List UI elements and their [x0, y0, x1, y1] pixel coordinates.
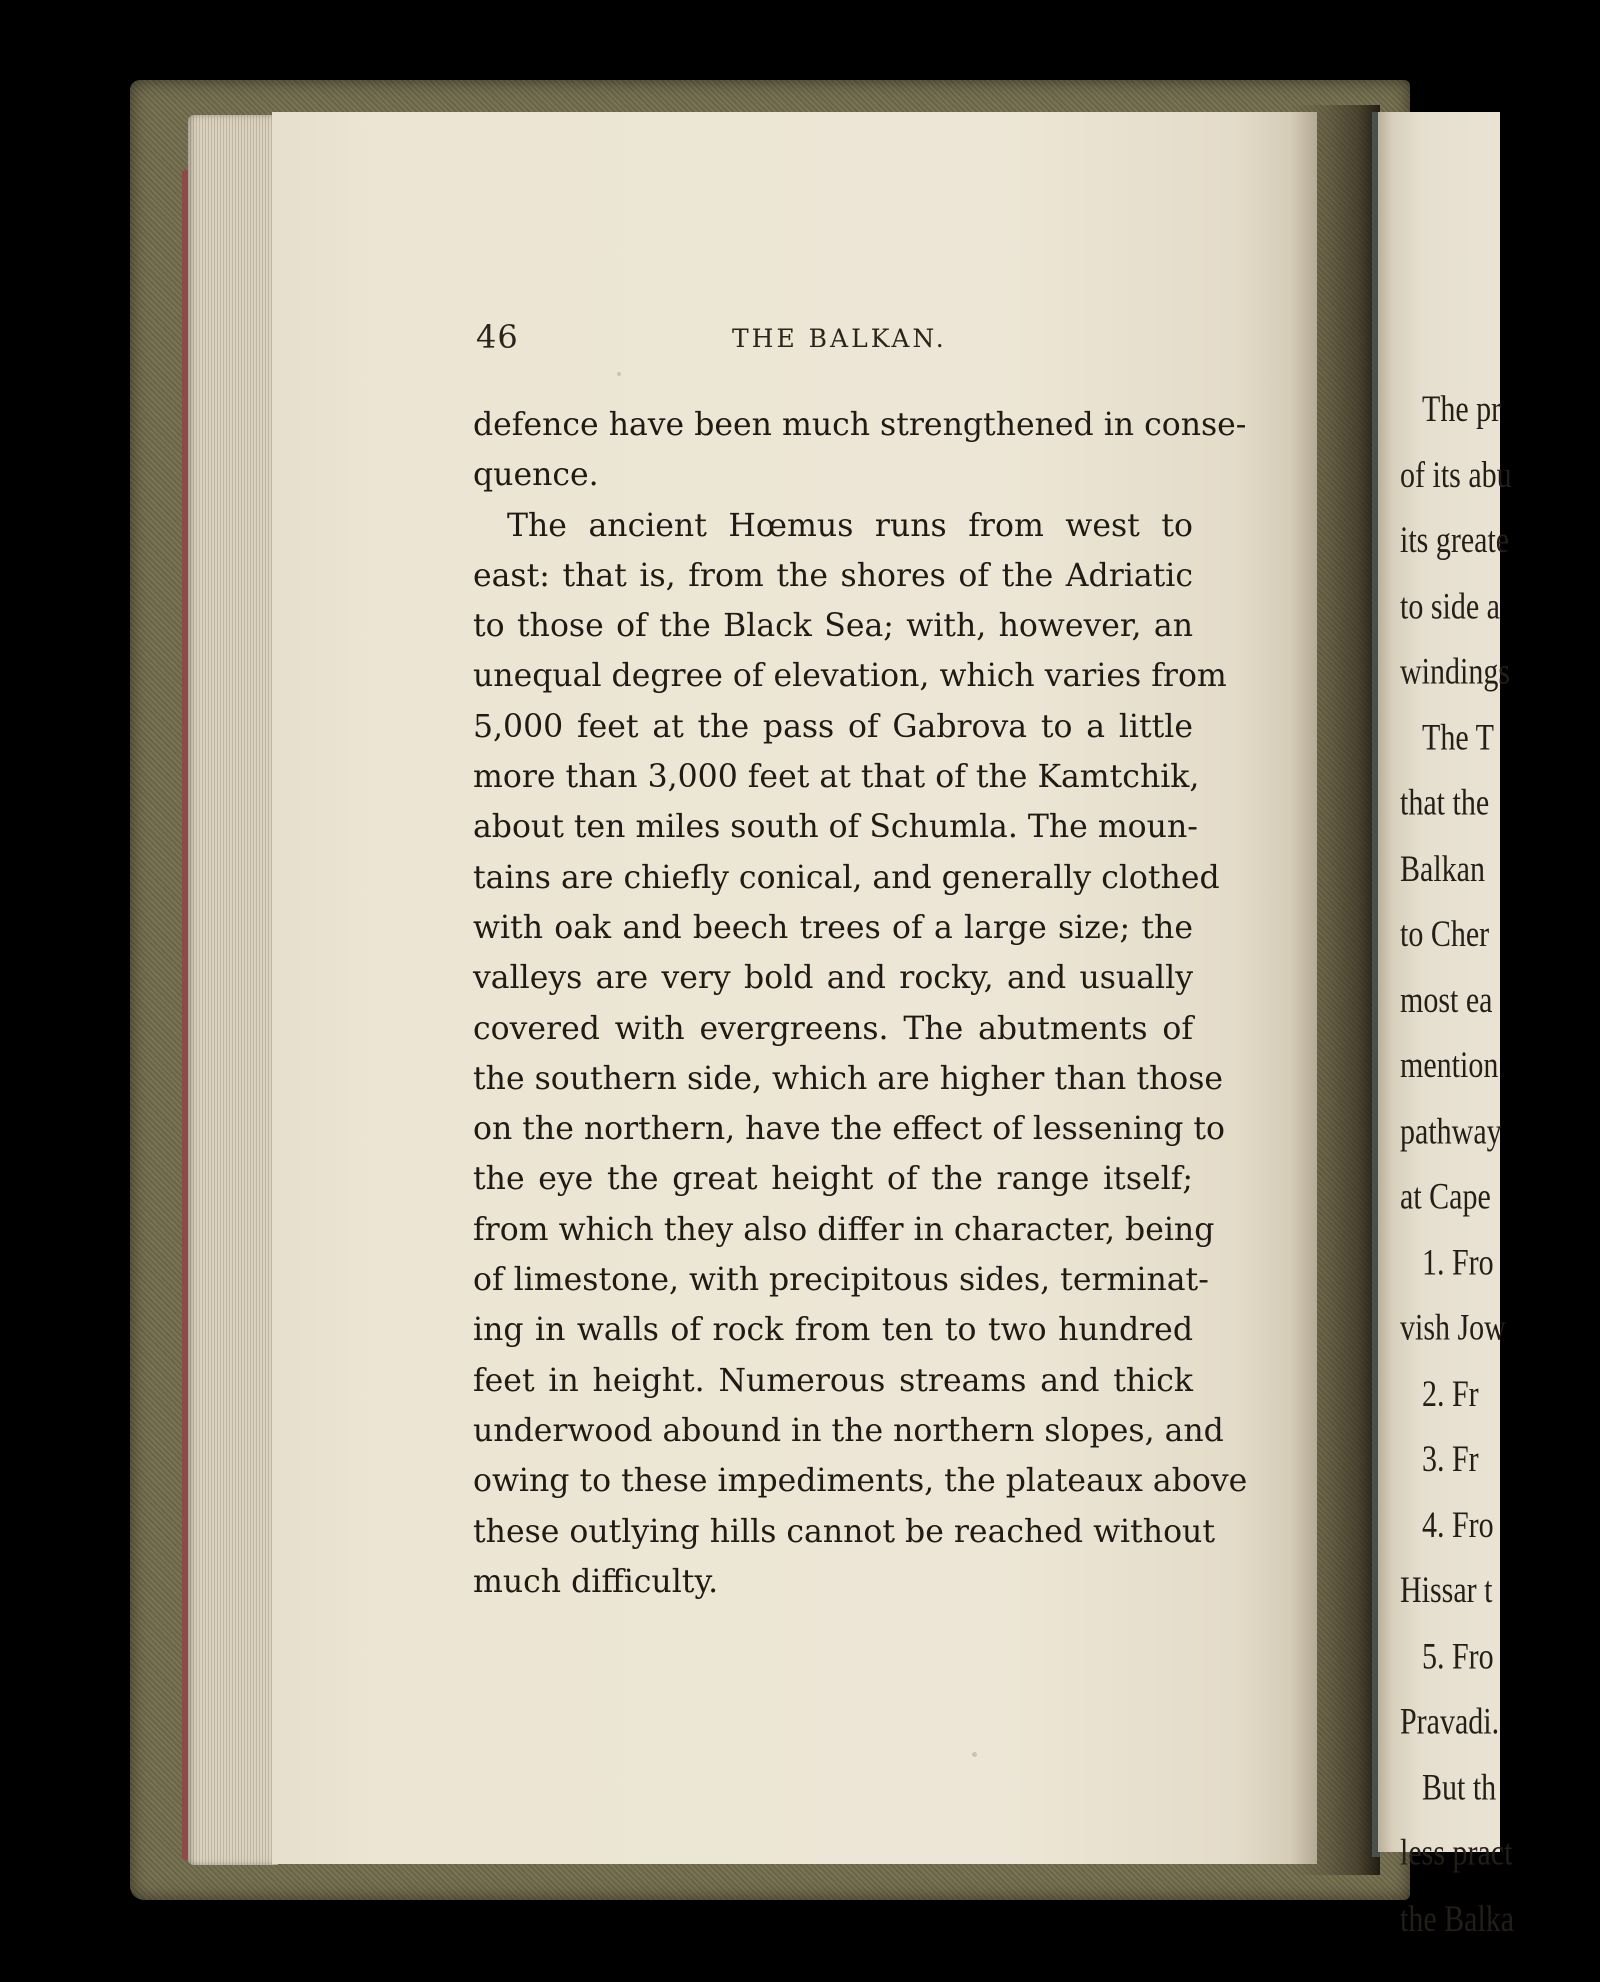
- text-line: valleys are very bold and rocky, and usually: [473, 960, 1193, 997]
- text-line: 5,000 feet at the pass of Gabrova to a little: [473, 708, 1193, 745]
- right-page-text: [1400, 377, 1600, 1952]
- text-line: unequal degree of elevation, which varies from: [473, 658, 1227, 695]
- running-head: THE BALKAN.: [732, 324, 947, 353]
- paper-speck: [617, 372, 621, 376]
- facing-text-line: The pr: [1422, 388, 1502, 430]
- right-page: [1378, 112, 1515, 1939]
- facing-text-line: Pravadi.: [1400, 1700, 1500, 1742]
- facing-text-line: the Balka: [1400, 1897, 1515, 1939]
- facing-text-line: 5. Fro: [1422, 1635, 1494, 1677]
- text-line: with oak and beech trees of a large size; the: [473, 909, 1193, 946]
- text-line: quence.: [473, 457, 599, 494]
- text-line: covered with evergreens. The abutments of: [473, 1010, 1193, 1047]
- facing-text-line: The T: [1422, 716, 1494, 758]
- text-line: much difficulty.: [473, 1563, 719, 1600]
- facing-text-line: Balkan: [1400, 847, 1485, 889]
- body-text: [473, 400, 1248, 1607]
- text-line: about ten miles south of Schumla. The moun-: [473, 809, 1198, 846]
- text-line: tains are chiefly conical, and generally clothed: [473, 859, 1220, 896]
- page-number: 46: [476, 318, 519, 356]
- text-line: east: that is, from the shores of the Adriatic: [473, 557, 1193, 594]
- facing-text-line: less pract: [1400, 1832, 1513, 1874]
- text-line: on the northern, have the effect of lessening to: [473, 1111, 1226, 1148]
- gutter-shadow: [1290, 105, 1380, 1875]
- facing-text-line: But th: [1422, 1766, 1497, 1808]
- facing-text-line: Hissar t: [1400, 1569, 1493, 1611]
- facing-text-line: of its abu: [1400, 453, 1512, 496]
- facing-text-line: most ea: [1400, 978, 1493, 1021]
- facing-text-line: at Cape: [1400, 1175, 1491, 1217]
- text-line: of limestone, with precipitous sides, terminat-: [473, 1262, 1209, 1299]
- page-header: [476, 318, 1196, 368]
- text-line: underwood abound in the northern slopes, and: [473, 1412, 1224, 1449]
- text-line: The ancient Hœmus runs from west to: [507, 507, 1193, 544]
- facing-text-line: 3. Fr: [1422, 1438, 1479, 1480]
- text-line: defence have been much strengthened in conse-: [473, 407, 1247, 443]
- facing-text-line: mention: [1400, 1044, 1499, 1086]
- text-line: from which they also differ in character, being: [473, 1211, 1215, 1248]
- facing-text-line: that the: [1400, 782, 1490, 824]
- text-line: these outlying hills cannot be reached without: [473, 1513, 1215, 1550]
- text-line: more than 3,000 feet at that of the Kamtchik,: [473, 759, 1200, 796]
- text-line: owing to these impediments, the plateaux above: [473, 1463, 1248, 1500]
- facing-text-line: 4. Fro: [1422, 1503, 1494, 1546]
- text-line: to those of the Black Sea; with, however, an: [473, 608, 1193, 645]
- facing-text-line: vish Jow: [1400, 1307, 1506, 1349]
- facing-text-line: 2. Fr: [1422, 1372, 1479, 1414]
- facing-text-line: pathway: [1400, 1110, 1502, 1152]
- facing-text-line: to Cher: [1400, 913, 1490, 955]
- text-line: feet in height. Numerous streams and thick: [473, 1362, 1193, 1399]
- text-line: the southern side, which are higher than those: [473, 1060, 1224, 1097]
- facing-text-line: 1. Fro: [1422, 1241, 1494, 1283]
- page-block-edge: [188, 115, 278, 1865]
- facing-text-line: windings: [1400, 650, 1511, 692]
- text-line: the eye the great height of the range itself;: [473, 1161, 1193, 1198]
- text-line: ing in walls of rock from ten to two hundred: [473, 1312, 1193, 1349]
- facing-text-line: to side a: [1400, 585, 1500, 627]
- paper-speck: [972, 1752, 977, 1757]
- facing-text-line: its greate: [1400, 519, 1510, 561]
